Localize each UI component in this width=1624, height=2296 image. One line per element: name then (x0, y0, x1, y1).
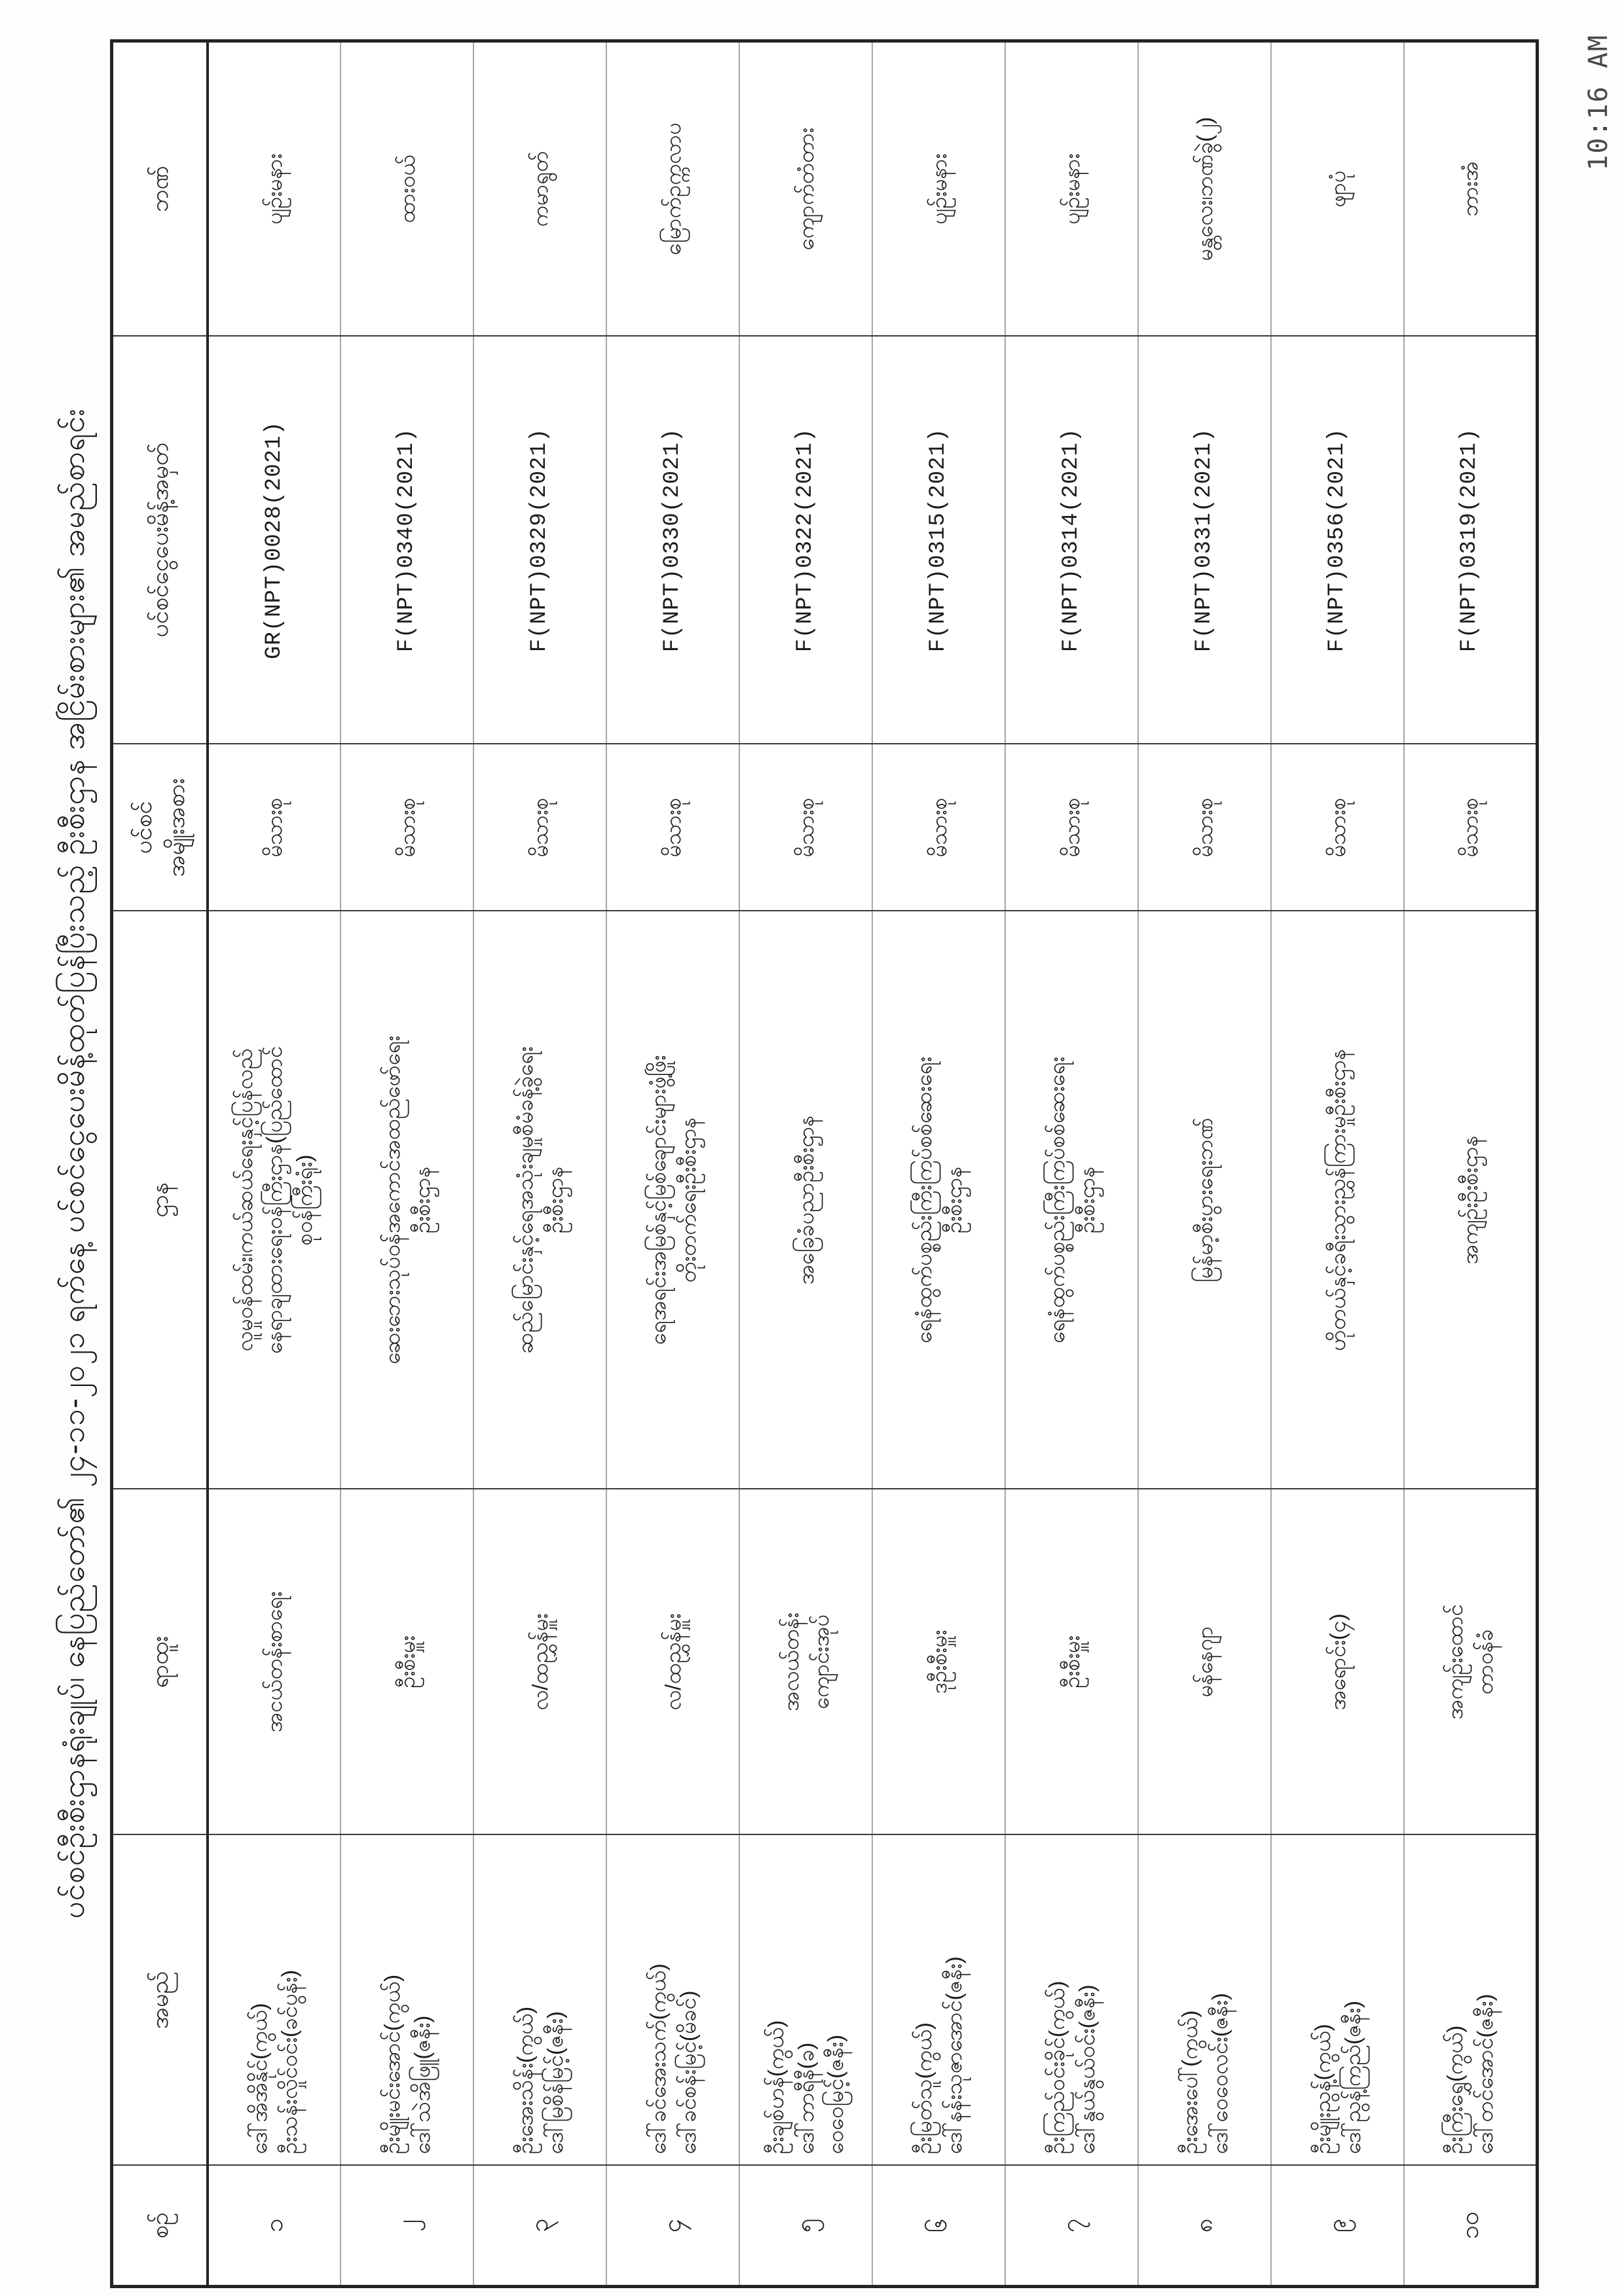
payment-order-cell (1271, 337, 1404, 744)
pension-type-cell (1271, 744, 1404, 911)
text-line: အမည် (146, 1971, 174, 2030)
text-line: ဦးမျိုးမင်းအောင်(ကွယ်) (379, 1974, 404, 2155)
text-line: ဆည်မြောင်းနှင့်ရေအသုံးချမှုစီမံခန့်ခွဲရေး (512, 1046, 537, 1354)
text-line: ဦးချစ်ဟန်(ကွယ်) (764, 2020, 788, 2155)
text-line: F(NPT)0340(2021) (394, 428, 420, 653)
serial-cell (1138, 2166, 1271, 2287)
text-line: မြောက်ဥက္ကလာပ (660, 122, 685, 256)
position-cell (1404, 1489, 1537, 1835)
header-name (112, 1835, 208, 2166)
serial-cell (1404, 2166, 1537, 2287)
text-line: ပျဉ်းမနား (262, 153, 287, 225)
text-line: လ/ထညွှန်မှူး (527, 1613, 552, 1711)
serial-cell (1271, 2166, 1404, 2287)
text-line: ၃ (526, 2218, 554, 2232)
department-cell (606, 911, 739, 1489)
payment-order-cell (341, 337, 473, 744)
table-row (872, 41, 1005, 2287)
text-line: F(NPT)0315(2021) (926, 428, 951, 653)
table-header-row (112, 41, 208, 2287)
text-line: ထားဝယ် (394, 155, 419, 223)
text-line: မိသားစု (1325, 797, 1350, 858)
text-line: ၄ (659, 2218, 687, 2232)
text-line: မိသားစု (1059, 797, 1084, 858)
table-row (341, 41, 473, 2287)
text-line: ဦးကြီးရွှေ(ကွယ်) (1443, 2025, 1467, 2155)
text-line: ဦးအေးသိန်း(ကွယ်) (512, 2006, 537, 2155)
text-line: F(NPT)0330(2021) (660, 428, 686, 653)
payment-order-cell (1138, 337, 1271, 744)
pension-type-cell (341, 744, 473, 911)
text-line: စဉ် (146, 2212, 174, 2239)
text-line: အခြေခံပညာဦးစီးဌာန (793, 1115, 818, 1285)
text-line: စုဝန်ကြီးရုံး) (291, 1154, 316, 1246)
payment-order-cell (872, 337, 1005, 744)
position-cell (1138, 1489, 1271, 1835)
name-cell (341, 1835, 473, 2166)
text-line: ပျဉ်းမနား (926, 153, 951, 225)
table-row (1404, 41, 1537, 2287)
payment-order-cell (739, 337, 872, 744)
text-line: အရောင်း(၄) (1325, 1613, 1350, 1711)
text-line: မိသားစု (262, 797, 287, 858)
position-cell (473, 1489, 606, 1835)
text-line: F(NPT)0322(2021) (793, 428, 819, 653)
header-bank (112, 41, 208, 337)
text-line: ဒေါ်မြစိန်မြင့်(ဇနီး) (542, 2011, 567, 2155)
text-line: ဖျာပုံ (1325, 170, 1350, 208)
text-line: ဒေါ်ဘာရီနီ(ခ) (793, 2042, 818, 2155)
payment-order-cell (606, 337, 739, 744)
department-cell (1271, 911, 1404, 1489)
payment-order-cell (473, 337, 606, 744)
pension-type-cell (473, 744, 606, 911)
text-line: ဦးစီးဌာန (542, 1166, 567, 1234)
text-line: F(NPT)0329(2021) (527, 428, 553, 653)
position-cell (208, 1489, 341, 1835)
text-line: ရေနံထွက်ပစ္စည်းကြီးကြပ်စစ်ဆေးရေး (911, 1057, 936, 1343)
text-line: ပင်စင်ငွေပေးမိန့်အမှတ် (146, 443, 174, 638)
text-line: ပျဉ်းမနား (1059, 153, 1084, 225)
text-line: ရေအရင်းအမြစ်နှင့်မြစ်ချောင်းများဖွံ့ဖြိုး (645, 1055, 670, 1345)
table-row (1138, 41, 1271, 2287)
text-line: ၇ (1058, 2218, 1086, 2232)
bank-cell (1005, 41, 1138, 337)
text-line: ပင်စင် (130, 801, 157, 854)
text-line: အကျဉ်းထောင် (1443, 1604, 1467, 1720)
serial-cell (473, 2166, 606, 2287)
text-line: ဒေါ်သဲအိဖြူ(ဇနီး) (409, 2015, 434, 2155)
text-line: လ/ထညွှန်မှူး (660, 1613, 685, 1711)
serial-cell (872, 2166, 1005, 2287)
table-row (473, 41, 606, 2287)
name-cell (606, 1835, 739, 2166)
bank-cell (872, 41, 1005, 337)
department-cell (1404, 911, 1537, 1489)
text-line: အကျဉ်းဦးစီးဌာန (1457, 1135, 1482, 1265)
text-line: ဆေးဘေးသုပ်ဝန်အကောင်အထည်ဖော်ရေး (379, 1035, 404, 1365)
text-line: အမျိုးအစား (162, 778, 189, 877)
text-line: ၂ (393, 2219, 421, 2232)
name-cell (739, 1835, 872, 2166)
department-cell (1138, 911, 1271, 1489)
bank-cell (1271, 41, 1404, 337)
department-cell (739, 911, 872, 1489)
position-cell (1271, 1489, 1404, 1835)
table-row (1271, 41, 1404, 2287)
text-line: လူမှုဝန်ထမ်း၊ကယ်ဆယ်ရေးနှင့်ပြန်လည် (232, 1048, 257, 1352)
header-position (112, 1489, 208, 1835)
bank-cell (1404, 41, 1537, 337)
text-line: GR(NPT)0028(2021) (261, 421, 287, 659)
text-line: ၆ (925, 2218, 953, 2232)
table-row (739, 41, 872, 2287)
text-line: ရာထူး (146, 1635, 174, 1688)
bank-cell (739, 41, 872, 337)
text-line: ကမာရွတ် (527, 151, 552, 227)
text-line: မိသားစု (1192, 797, 1217, 858)
text-line: ကျောင်းအုပ် (808, 1614, 833, 1709)
text-line: ဦးစီးမှူး (394, 1635, 419, 1688)
text-line: အလယ်တန်း (778, 1613, 803, 1711)
text-line: ဘဏ် (146, 166, 174, 213)
text-line: ၈ (1190, 2218, 1219, 2233)
position-cell (872, 1489, 1005, 1835)
text-line: တာဝန်ခံ (1472, 1629, 1497, 1695)
bank-cell (606, 41, 739, 337)
payment-order-cell (1005, 337, 1138, 744)
header-serial (112, 2166, 208, 2287)
bank-cell (208, 41, 341, 337)
text-line: F(NPT)0314(2021) (1059, 428, 1084, 653)
payment-order-cell (1404, 337, 1537, 744)
text-line: F(NPT)0319(2021) (1457, 428, 1483, 653)
text-line: ဒေါ်ခင်စန်းမြင့်(မိခင်) (675, 1990, 700, 2155)
serial-cell (606, 2166, 739, 2287)
text-line: ဦးကြည်ဝင်းခိုင်(ကွယ်) (1044, 1980, 1069, 2155)
name-cell (1005, 1835, 1138, 2166)
text-line: ဦးစီးဌာန (409, 1166, 434, 1234)
name-cell (872, 1835, 1005, 2166)
text-line: ဦးစီးမှူး (1059, 1635, 1084, 1688)
table-row (208, 41, 341, 2287)
department-cell (473, 911, 606, 1489)
text-line: မိသားစု (394, 797, 419, 858)
text-line: ၁ (260, 2218, 288, 2232)
text-line: ဦးသန်းလှိုင်ဝင်း(ခင်ပွန်း) (277, 1969, 301, 2155)
text-line: ဒေါ်ညွန့်ကြည်(ဇနီး) (1340, 2000, 1365, 2155)
text-line: ဦးမြတ်သူ(ကွယ်) (911, 2022, 936, 2155)
pension-type-cell (1005, 744, 1138, 911)
text-line: ဘားအံ (1457, 161, 1482, 217)
text-line: ဝေဝေမြင့်(ဇနီး) (823, 2034, 848, 2155)
text-line: မိသားစု (527, 797, 552, 858)
department-cell (341, 911, 473, 1489)
table-row (606, 41, 739, 2287)
text-line: ၁၀ (1456, 2211, 1484, 2240)
department-cell (1005, 911, 1138, 1489)
department-cell (872, 911, 1005, 1489)
text-line: မန္တလေး၊ဘဏ်ခွဲ(၂) (1192, 117, 1217, 261)
text-line: ဒေါ်နွယ်နွယ်ဝင်း(ဇနီး) (1074, 1984, 1099, 2155)
header-pension-type (112, 744, 208, 911)
text-line: ၅ (792, 2218, 820, 2232)
text-line: ဒေါ်အိအိနိုင်(ကွယ်) (247, 2003, 272, 2155)
serial-cell (341, 2166, 473, 2287)
name-cell (208, 1835, 341, 2166)
pension-type-cell (208, 744, 341, 911)
serial-cell (739, 2166, 872, 2287)
pension-type-cell (606, 744, 739, 911)
pension-type-cell (1404, 744, 1537, 911)
payment-order-cell (208, 337, 341, 744)
name-cell (473, 1835, 606, 2166)
page-title: ပင်စင်ဦးစီးဌာနရုံးချုပ်၊ နေပြည်တော်၏ ၂၄-၁၁-၂၀၂၁ ရက်နေ့ ပင်စင်ငွေပေးမိန့်ထုတ်ပြန်ပြီးသည့် ဦးစီးဌာန အငြိမ်းစားများ၏ အမည်စာရင်း (56, 408, 90, 1919)
text-line: မိသားစု (793, 797, 818, 858)
text-line: ရေနံထွက်ပစ္စည်းကြီးကြပ်စစ်ဆေးရေး (1044, 1057, 1069, 1343)
serial-cell (1005, 2166, 1138, 2287)
text-line: မိသားစု (660, 797, 685, 858)
text-line: မိသားစု (926, 797, 951, 858)
position-cell (606, 1489, 739, 1835)
text-line: ဒေါ်နန်းသုဇာအောင်(ဇနီး) (941, 1956, 966, 2155)
text-line: တိုးတက်ရေးဦးစီးဌာန (675, 1117, 700, 1283)
text-line: ဌာန (146, 1182, 174, 1218)
text-line: ဒေါ်တင်အောင်(ဇနီး) (1472, 1994, 1497, 2155)
text-line: ကျောက်တံတား (793, 128, 818, 251)
pension-type-cell (1138, 744, 1271, 911)
status-timestamp: 10:16 AM (1583, 34, 1614, 171)
text-line: နေရာချထားရေးဝန်ကြီးဌာန(ပြည်ထောင် (262, 1046, 287, 1355)
position-cell (341, 1489, 473, 1835)
department-cell (208, 911, 341, 1489)
pension-list-table (110, 39, 1539, 2288)
text-line: ဦးအေးပေါ်(ကွယ်) (1177, 2010, 1202, 2155)
position-cell (739, 1489, 872, 1835)
text-line: အငယ်တန်းစာရေး (262, 1591, 287, 1733)
text-line: မြန်မာ့စီးပွားရေးဘဏ် (1192, 1118, 1217, 1283)
text-line: ဟိုတယ်နှင့်ခရီးသွားညွှန်ကြားမှုဦးစီးဌာန (1325, 1049, 1350, 1351)
header-department (112, 911, 208, 1489)
name-cell (1271, 1835, 1404, 2166)
text-line: ဒေါ်ခင်အေးသက်(ကွယ်) (645, 1963, 670, 2155)
text-line: F(NPT)0356(2021) (1325, 428, 1350, 653)
name-cell (1404, 1835, 1537, 2166)
text-line: မိသားစု (1457, 797, 1482, 858)
pension-type-cell (872, 744, 1005, 911)
name-cell (1138, 1835, 1271, 2166)
header-payment-order (112, 337, 208, 744)
text-line: F(NPT)0331(2021) (1192, 428, 1217, 653)
serial-cell (208, 2166, 341, 2287)
text-line: ဦးစီးဌာန (1074, 1166, 1099, 1234)
text-line: ၉ (1323, 2218, 1352, 2232)
pension-type-cell (739, 744, 872, 911)
bank-cell (1138, 41, 1271, 337)
table-row (1005, 41, 1138, 2287)
text-line: ဒေါ်ဝေဝေလင်း(ဇနီး) (1207, 1993, 1232, 2155)
bank-cell (473, 41, 606, 337)
text-line: ဒုဦးစီးမှူး (926, 1630, 951, 1694)
position-cell (1005, 1489, 1138, 1835)
bank-cell (341, 41, 473, 337)
text-line: မန်နေဂျာ (1192, 1626, 1217, 1698)
text-line: ဦးမျိုးညွန့်(ကွယ်) (1310, 2024, 1335, 2155)
text-line: ဦးစီးဌာန (941, 1166, 966, 1234)
